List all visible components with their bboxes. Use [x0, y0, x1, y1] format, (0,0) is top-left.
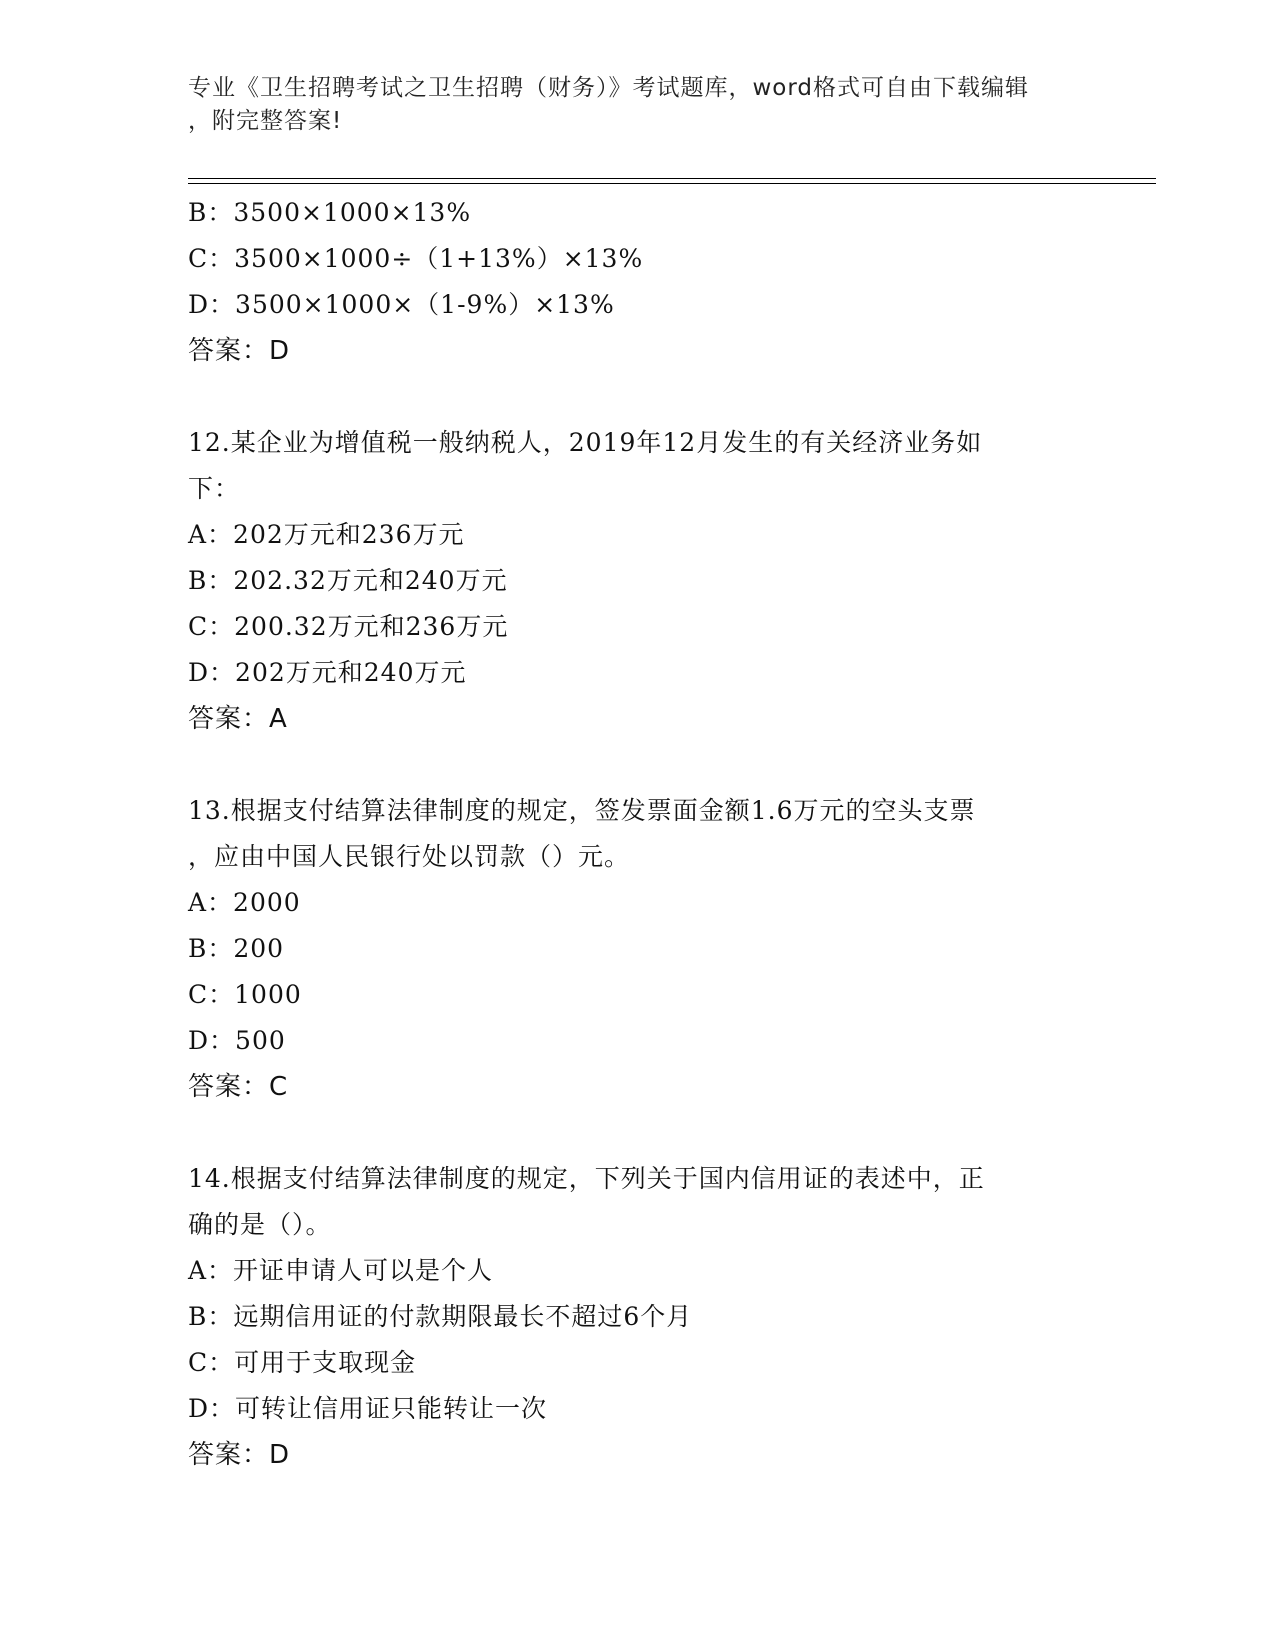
option-b: B：3500×1000×13% — [188, 198, 472, 227]
answer: 答案：D — [188, 1440, 291, 1470]
question-text-line-1: 14.根据支付结算法律制度的规定，下列关于国内信用证的表述中，正 — [188, 1164, 985, 1193]
option-c: C：1000 — [188, 980, 302, 1009]
question-text-line-1: 13.根据支付结算法律制度的规定，签发票面金额1.6万元的空头支票 — [188, 796, 976, 825]
option-d: D：3500×1000×（1-9%）×13% — [188, 290, 615, 319]
question-14 — [188, 1156, 1108, 1478]
header-divider-top — [188, 178, 1156, 179]
question-text-line-2: 下： — [188, 474, 241, 503]
option-b: B：远期信用证的付款期限最长不超过6个月 — [188, 1302, 693, 1331]
answer: 答案：C — [188, 1072, 289, 1102]
header-title-line-1: 专业《卫生招聘考试之卫生招聘（财务）》考试题库，word格式可自由下载编辑 — [188, 75, 1030, 101]
question-text-line-1: 12.某企业为增值税一般纳税人，2019年12月发生的有关经济业务如 — [188, 428, 983, 457]
header-divider-bottom — [188, 183, 1156, 184]
option-d: D：可转让信用证只能转让一次 — [188, 1394, 548, 1423]
question-list — [188, 190, 1108, 1478]
option-a: A：开证申请人可以是个人 — [188, 1256, 494, 1285]
header-title-line-2: ，附完整答案! — [188, 108, 343, 134]
option-d: D：500 — [188, 1026, 286, 1055]
spacer — [188, 1110, 1108, 1156]
option-c: C：200.32万元和236万元 — [188, 612, 509, 641]
option-d: D：202万元和240万元 — [188, 658, 467, 687]
question-13 — [188, 788, 1108, 1110]
option-b: B：200 — [188, 934, 285, 963]
document-header — [188, 72, 1088, 138]
option-a: A：2000 — [188, 888, 301, 917]
option-c: C：可用于支取现金 — [188, 1348, 417, 1377]
option-b: B：202.32万元和240万元 — [188, 566, 508, 595]
question-12 — [188, 420, 1108, 742]
question-text-line-2: 确的是（）。 — [188, 1210, 332, 1239]
question-text-line-2: ，应由中国人民银行处以罚款（）元。 — [188, 842, 631, 871]
question-11 — [188, 190, 1108, 374]
spacer — [188, 742, 1108, 788]
option-a: A：202万元和236万元 — [188, 520, 465, 549]
spacer — [188, 374, 1108, 420]
option-c: C：3500×1000÷（1+13%）×13% — [188, 244, 644, 273]
answer: 答案：D — [188, 336, 291, 366]
answer: 答案：A — [188, 704, 288, 734]
